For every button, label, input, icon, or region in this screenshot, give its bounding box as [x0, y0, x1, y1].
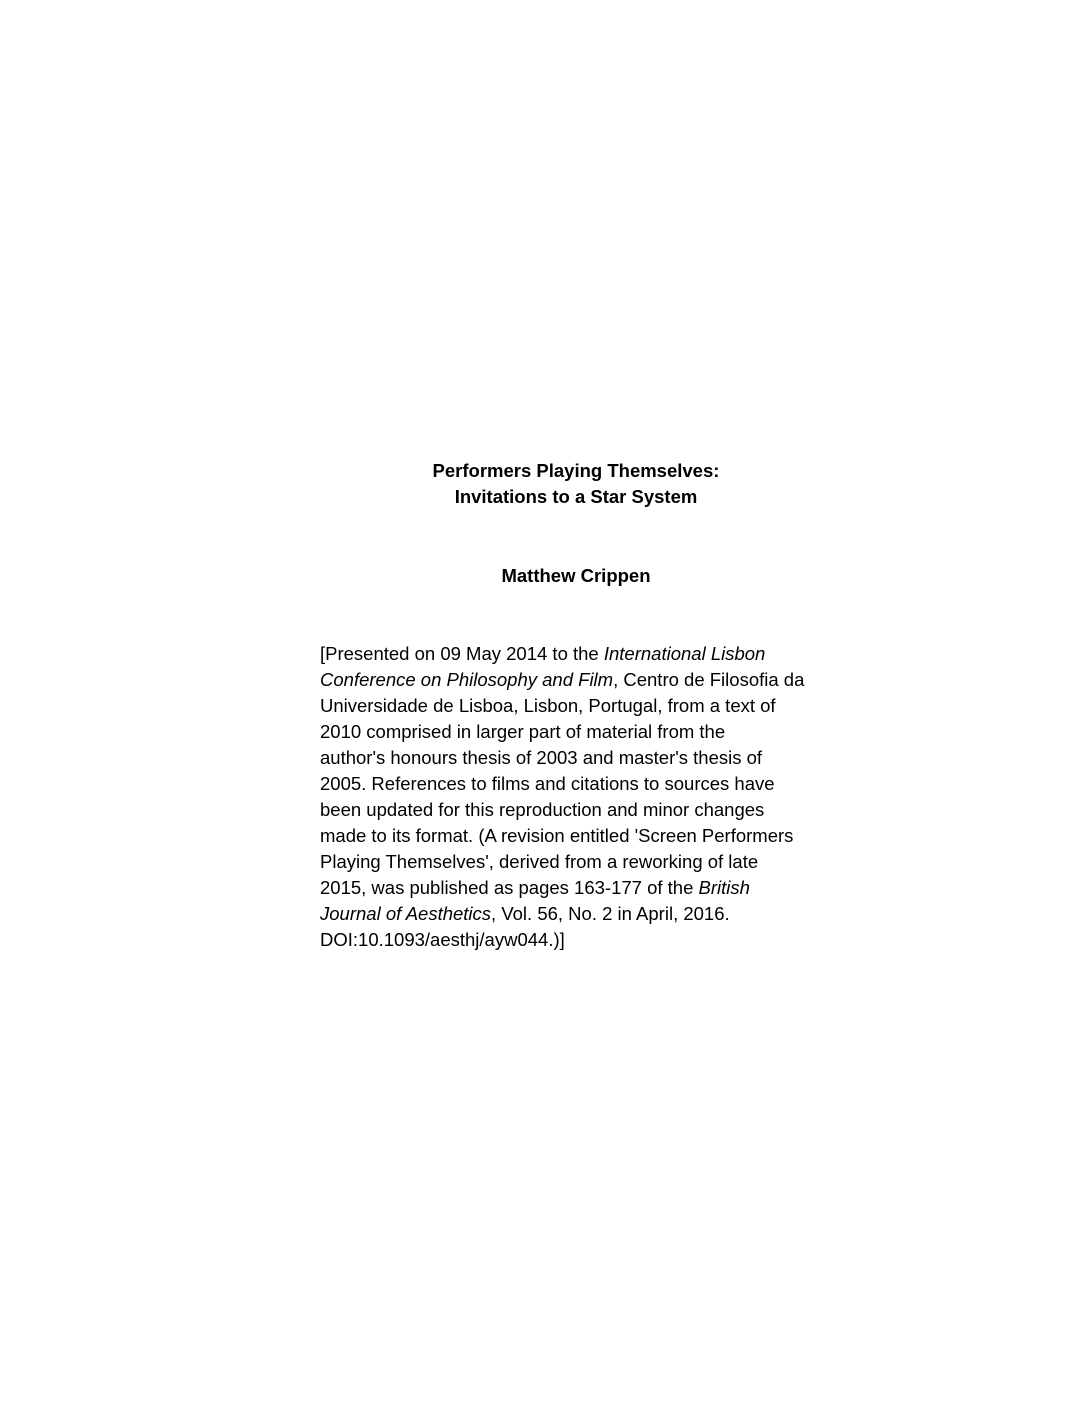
note-text: , Centro de Filosofia da: [613, 669, 805, 690]
journal-name: British: [698, 877, 750, 898]
note-line: [320, 641, 860, 667]
document-title: [0, 458, 1088, 510]
note-line: been updated for this reproduction and minor changes: [320, 799, 765, 820]
note-line: [320, 875, 860, 901]
journal-name-cont: Journal of Aesthetics: [320, 903, 492, 924]
note-line-doi: DOI:10.1093/aesthj/ayw044.)]: [320, 929, 565, 950]
title-line-1: Performers Playing Themselves:: [432, 460, 720, 481]
note-line: 2005. References to films and citations to sources have: [320, 773, 775, 794]
conference-name-cont: Conference on Philosophy and Film: [320, 669, 614, 690]
title-line-2: Invitations to a Star System: [454, 486, 698, 507]
note-line: author's honours thesis of 2003 and master's thesis of: [320, 747, 763, 768]
author-name: Matthew Crippen: [501, 565, 651, 586]
note-line: made to its format. (A revision entitled 'Screen Performers: [320, 825, 794, 846]
note-text: [Presented on 09 May 2014 to the: [320, 643, 604, 664]
conference-name: International Lisbon: [603, 643, 766, 664]
publication-note: [320, 641, 860, 953]
note-text: 2015, was published as pages 163-177 of the: [320, 877, 699, 898]
note-line: Universidade de Lisboa, Lisbon, Portugal, from a text of: [320, 695, 776, 716]
note-line: 2010 comprised in larger part of material from the: [320, 721, 726, 742]
note-line: Playing Themselves', derived from a reworking of late: [320, 851, 759, 872]
note-line: [320, 901, 860, 927]
note-line: [320, 667, 860, 693]
note-text: , Vol. 56, No. 2 in April, 2016.: [491, 903, 730, 924]
